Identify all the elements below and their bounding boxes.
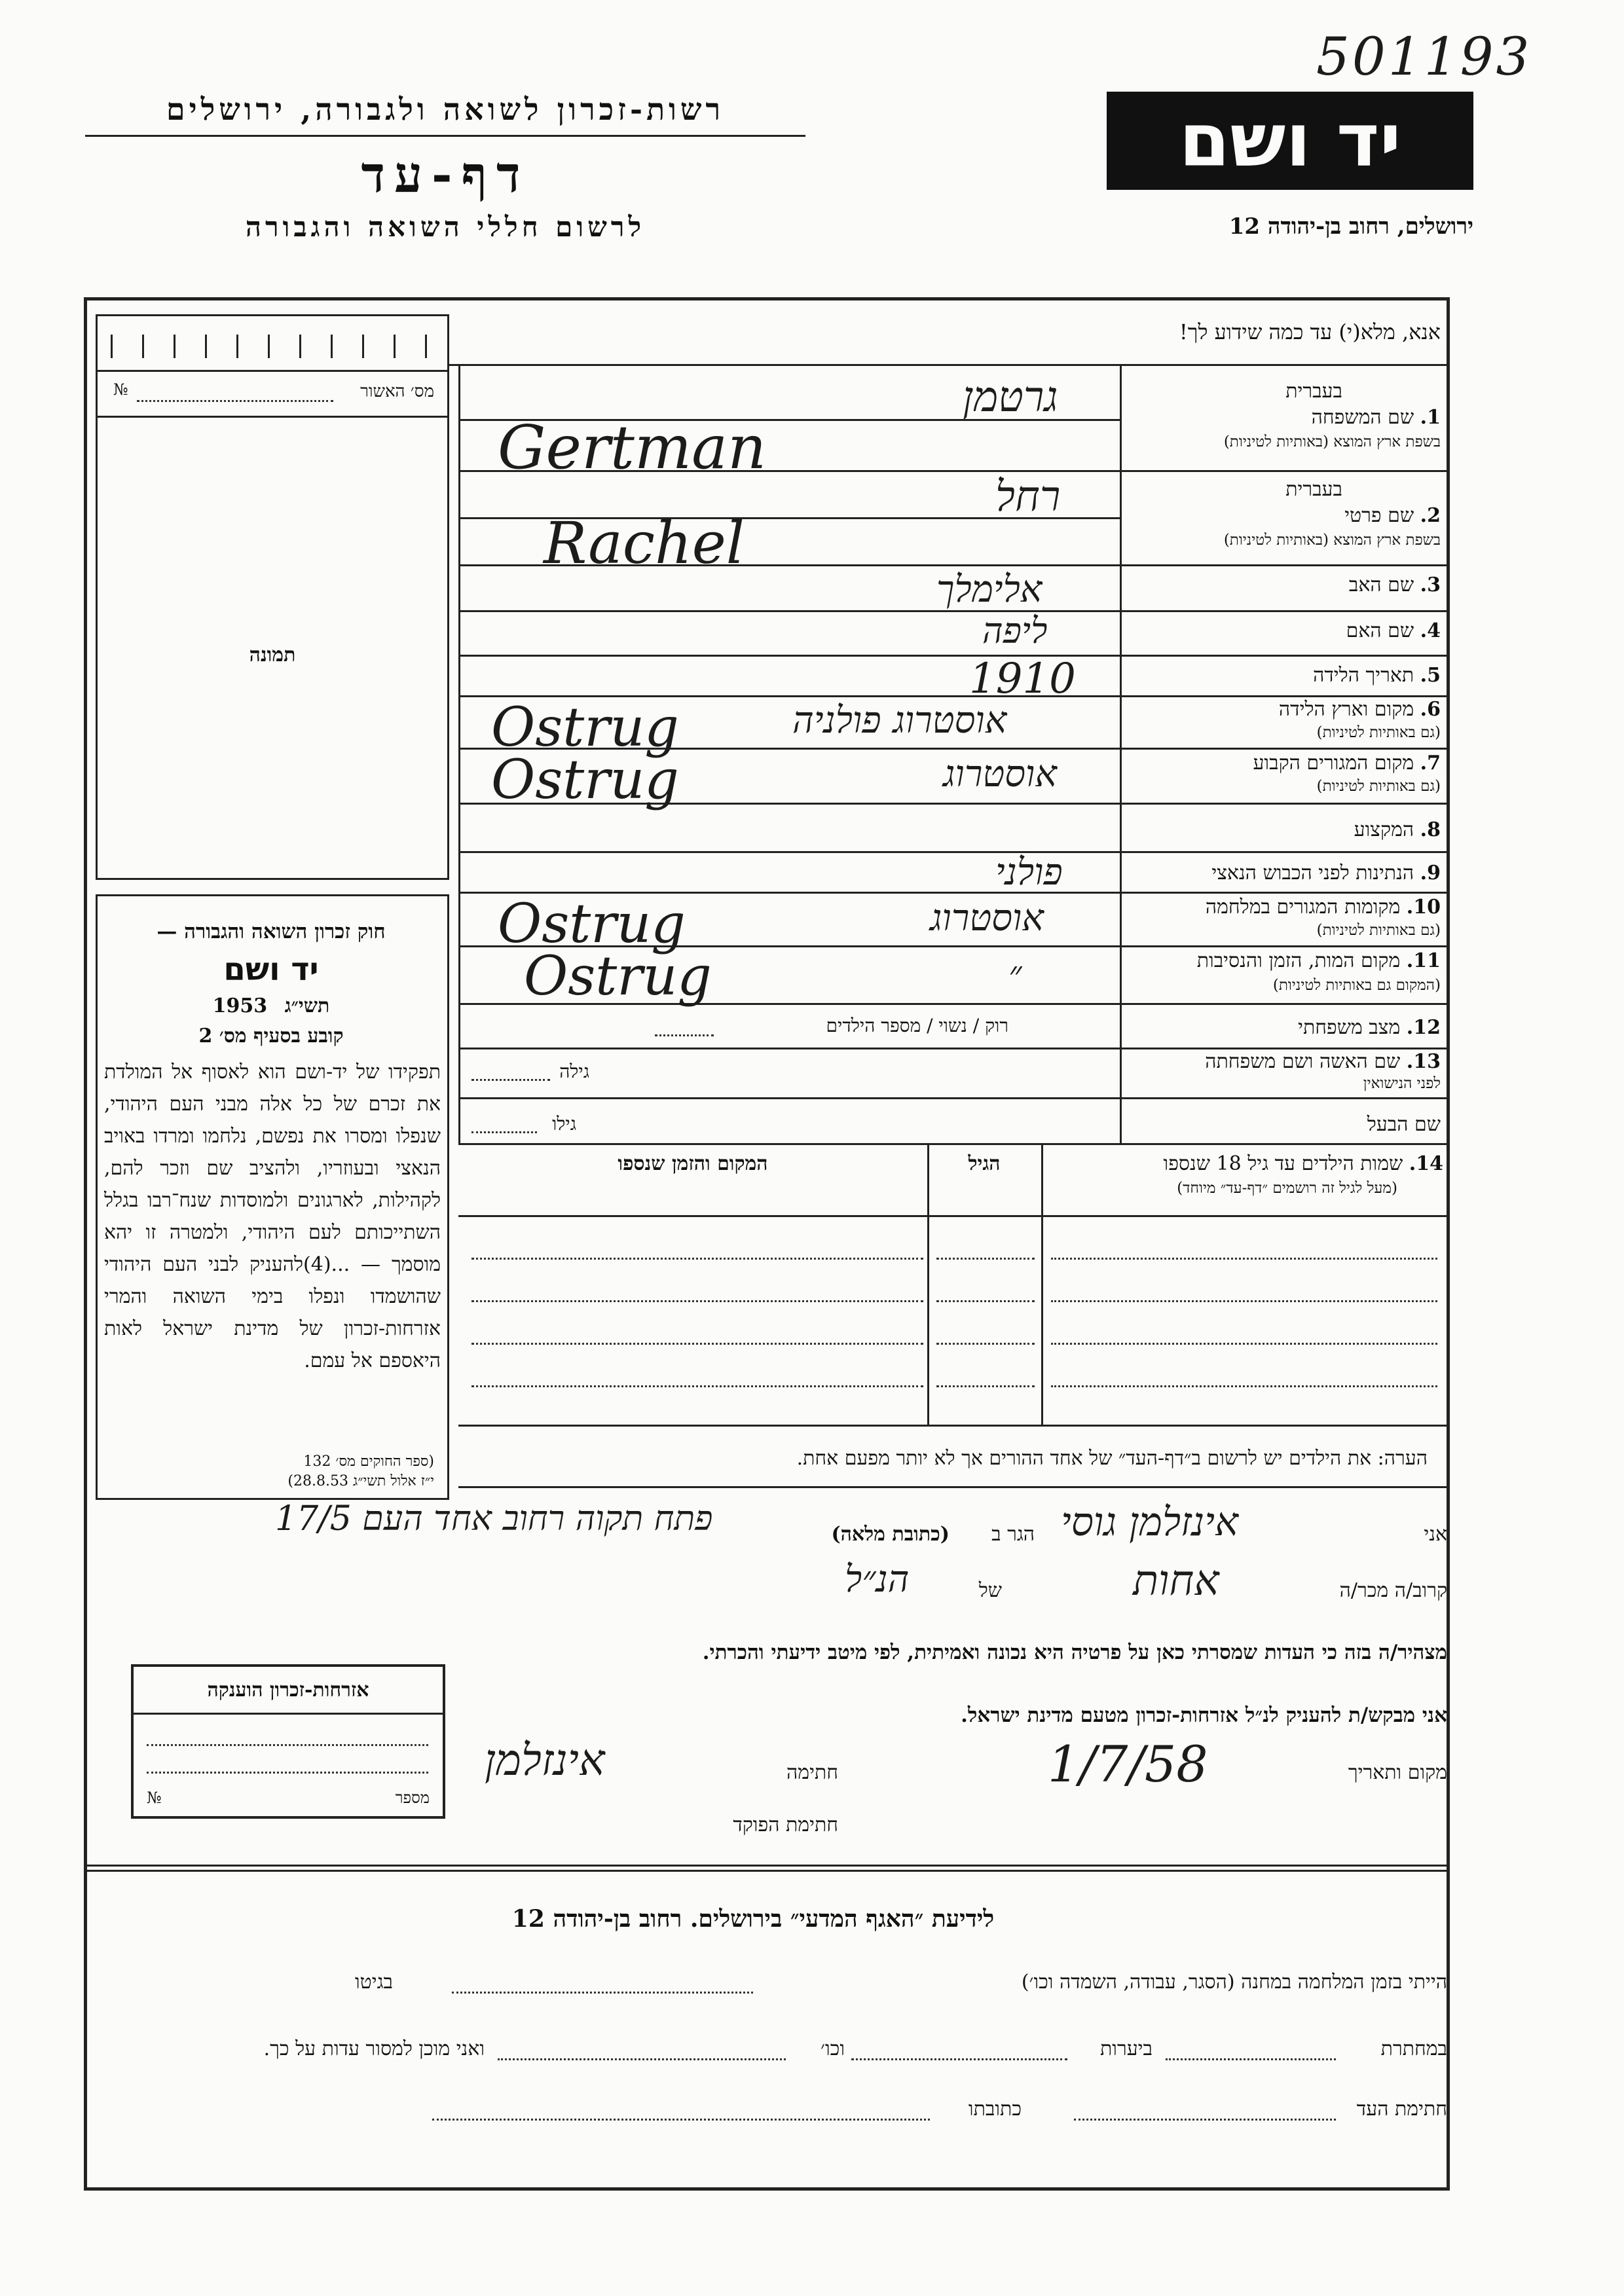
law-name: יד ושם — [223, 951, 319, 988]
field-2-label: 2. שם פרטי — [1344, 504, 1441, 527]
declaration-statement: מצהיר/ה בזה כי העדות שמסרתי כאן על פרטיה היא נכונה ואמיתית, לפי מיטב ידיעתי והכרתי. — [702, 1641, 1447, 1664]
law-year: 1953 — [212, 994, 268, 1017]
field-2-hebrew-tag: בעברית — [1285, 478, 1342, 501]
wartime-residence-hebrew: אוסטרוג — [930, 897, 1044, 939]
children-sub: (מעל לגיל זה רושמים ״דף-עד״ מיוחד) — [1177, 1180, 1397, 1197]
residence-hebrew: אוסטרוג — [943, 753, 1057, 795]
place-date-label: מקום ותאריך — [1348, 1761, 1447, 1784]
citizenship-number-label: מספר — [395, 1789, 430, 1807]
field-11-sub: (המקום גם באותיות לטיניות) — [1272, 977, 1441, 994]
header-rule — [85, 135, 805, 137]
photo-label: תמונה — [249, 644, 296, 666]
declarant-name: אינזלמן גוסי — [1061, 1499, 1238, 1545]
logo-text: יד ושם — [1179, 98, 1401, 183]
law-body: תפקידו של יד-ושם הוא לאסוף אל המולדת את זכרם של כל אלה מבני העם היהודי, שנפלו ומסרו את נפשם, נלחמו ומרדו באויב הנאצי ובעוזריו, ולהציב שם וזכר להם, לקהילות, לארגונים ולמוסדות שנח־רבו בגלל השתייכותם לעם היהודי, ולמטרה זו יהא מוסמך — ...(4)להעניק לבני העם היהודי שהושמדו ונפלו בימי השואה והמרי אזרחות-זכרון של מדינת ישראל לאות היאספם אל עמם. — [104, 1061, 441, 1372]
living-label: הגר ב — [991, 1523, 1035, 1546]
signature-label: חתימה — [786, 1761, 838, 1784]
husband-label: שם הבעל — [1367, 1113, 1441, 1136]
signature-value: אינזלמן — [485, 1735, 605, 1785]
law-year-line — [98, 994, 445, 1017]
law-title: חוק זכרון השואה והגבורה — — [157, 920, 386, 943]
form-subtitle: לרשום חללי השואה והגבורה — [245, 211, 646, 243]
wife-age-label: גילה — [559, 1061, 589, 1082]
field-7-sub: (גם באותיות לטיניות) — [1316, 778, 1441, 795]
field-6-sub: (גם באותיות לטיניות) — [1316, 724, 1441, 741]
form-title: דף-עד — [361, 145, 530, 204]
field-1-hebrew-tag: בעברית — [1285, 380, 1342, 403]
field-4-label: 4. שם האם — [1346, 619, 1441, 642]
info-section-title: לידיעת ״האגף המדעי״ בירושלים. רחוב בן-יהודה 12 — [511, 1905, 995, 1933]
children-note: הערה: את הילדים יש לרשום ב״דף-העד״ של אחד ההורים אך לא יותר מפעם אחת. — [796, 1447, 1428, 1470]
field-1-label: 1. שם המשפחה — [1311, 406, 1441, 429]
children-label: 14. שמות הילדים עד גיל 18 שנספו — [1163, 1152, 1443, 1175]
field-2-sub: בשפת ארץ המוצא (באותיות לטיניות) — [1223, 532, 1441, 549]
children-place-header: המקום והזמן שנספו — [618, 1152, 768, 1175]
law-source: (ספר החוקים מס׳ 132 — [303, 1453, 434, 1470]
wartime-residence-latin: Ostrug — [498, 893, 686, 955]
declarant-label: אני — [1424, 1523, 1447, 1546]
field-1-sub: בשפת ארץ המוצא (באותיות לטיניות) — [1223, 433, 1441, 450]
tick-row — [111, 328, 438, 361]
field-10-sub: (גם באותיות לטיניות) — [1316, 922, 1441, 939]
field-3-label: 3. שם האב — [1348, 574, 1441, 596]
field-8-label: 8. המקצוע — [1354, 818, 1441, 841]
of-value: הנ״ל — [845, 1558, 910, 1601]
field-7-label: 7. מקום המגורים הקבוע — [1253, 752, 1441, 774]
field-12-label: 12. מצב משפחתי — [1298, 1016, 1441, 1039]
of-label: של — [978, 1579, 1002, 1602]
given-name-latin: Rachel — [544, 509, 745, 577]
birth-date-value: 1910 — [969, 655, 1076, 703]
photo-box — [96, 314, 449, 880]
field-10-label: 10. מקומות המגורים במלחמה — [1205, 896, 1441, 919]
mother-name-value: ליפה — [982, 610, 1048, 651]
info-line1-start: הייתי בזמן המלחמה במחנה (הסגר, עבודה, השמדה וכו׳) — [1021, 1971, 1447, 1994]
field-13-sub: לפני הנישואין — [1363, 1075, 1441, 1092]
law-year-hebrew: תשי״ג — [284, 994, 330, 1017]
field-9-label: 9. הנתינות לפני הכבוש הנאצי — [1211, 862, 1441, 884]
children-age-header: הגיל — [968, 1152, 1001, 1175]
citizenship-request: אני מבקש/ת להעניק לנ״ל אזרחות-זכרון מטעם מדינת ישראל. — [961, 1704, 1447, 1727]
info-line2-a: במחתרת — [1380, 2037, 1447, 2060]
relation-value: אחות — [1133, 1557, 1219, 1605]
nationality-value: פולני — [995, 851, 1063, 894]
birth-place-hebrew: אוסטרוג פולניה — [792, 699, 1007, 742]
approval-number-label: מס׳ האשור — [360, 382, 434, 401]
intro-instruction: אנא, מלא(י) עד כמה שידוע לך! — [1179, 319, 1441, 344]
address-label: (כתובת מלאה) — [831, 1523, 950, 1546]
field-6-label: 6. מקום וארץ הלידה — [1278, 698, 1441, 721]
info-line2-b: ביערות — [1099, 2037, 1153, 2060]
law-clause: קובע בסעיף מס׳ 2 — [198, 1025, 344, 1048]
law-box — [96, 894, 449, 1500]
authority-name: רשות-זכרון לשואה ולגבורה, ירושלים — [166, 92, 725, 127]
info-line3-b: כתובתו — [968, 2098, 1022, 2121]
residence-latin: Ostrug — [491, 749, 679, 811]
death-place-hebrew: ״ — [1008, 953, 1022, 994]
field-5-label: 5. תאריך הלידה — [1313, 664, 1441, 687]
yad-vashem-logo — [1107, 92, 1473, 190]
institution-address: ירושלים, רחוב בן-יהודה 12 — [1228, 213, 1473, 240]
officer-signature-label: חתימת הפוקד — [733, 1813, 838, 1836]
birth-place-latin: Ostrug — [491, 697, 679, 759]
info-line1-end: בגיטו — [354, 1971, 393, 1994]
declarant-address: פתח תקוה רחוב אחד העם 17/5 — [275, 1499, 713, 1539]
relation-label: קרוב/ה מכר/ה — [1339, 1579, 1447, 1602]
approval-no-mark: № — [113, 380, 128, 399]
field-13-label: 13. שם האשה ושם משפחתה — [1205, 1050, 1441, 1073]
death-place-latin: Ostrug — [524, 945, 712, 1008]
field-11-label: 11. מקום המות, הזמן והנסיבות — [1196, 949, 1441, 972]
husband-age-label: גילו — [552, 1113, 576, 1135]
citizenship-title: אזרחות-זכרון הוענקה — [207, 1679, 369, 1702]
marital-status-options: רוק / נשוי / מספר הילדים — [826, 1015, 1008, 1036]
given-name-hebrew: רחל — [995, 473, 1061, 521]
info-line3-a: חתימת העד — [1356, 2098, 1447, 2121]
citizenship-box — [131, 1664, 445, 1819]
place-date-value: 1/7/58 — [1048, 1735, 1208, 1793]
children-table — [458, 1143, 1450, 1425]
citizenship-no-mark: № — [147, 1789, 162, 1807]
info-line2-end: ואני מוכן למסור עדות על כך. — [263, 2037, 485, 2060]
reference-number: 501193 — [1316, 26, 1532, 87]
law-source-date: י״ז אלול תשי״ג 28.8.53) — [287, 1473, 434, 1489]
father-name-value: אלימלך — [936, 568, 1043, 611]
surname-hebrew: גרטמן — [963, 373, 1058, 422]
info-line2-c: וכו׳ — [821, 2037, 845, 2060]
surname-latin: Gertman — [498, 412, 767, 483]
